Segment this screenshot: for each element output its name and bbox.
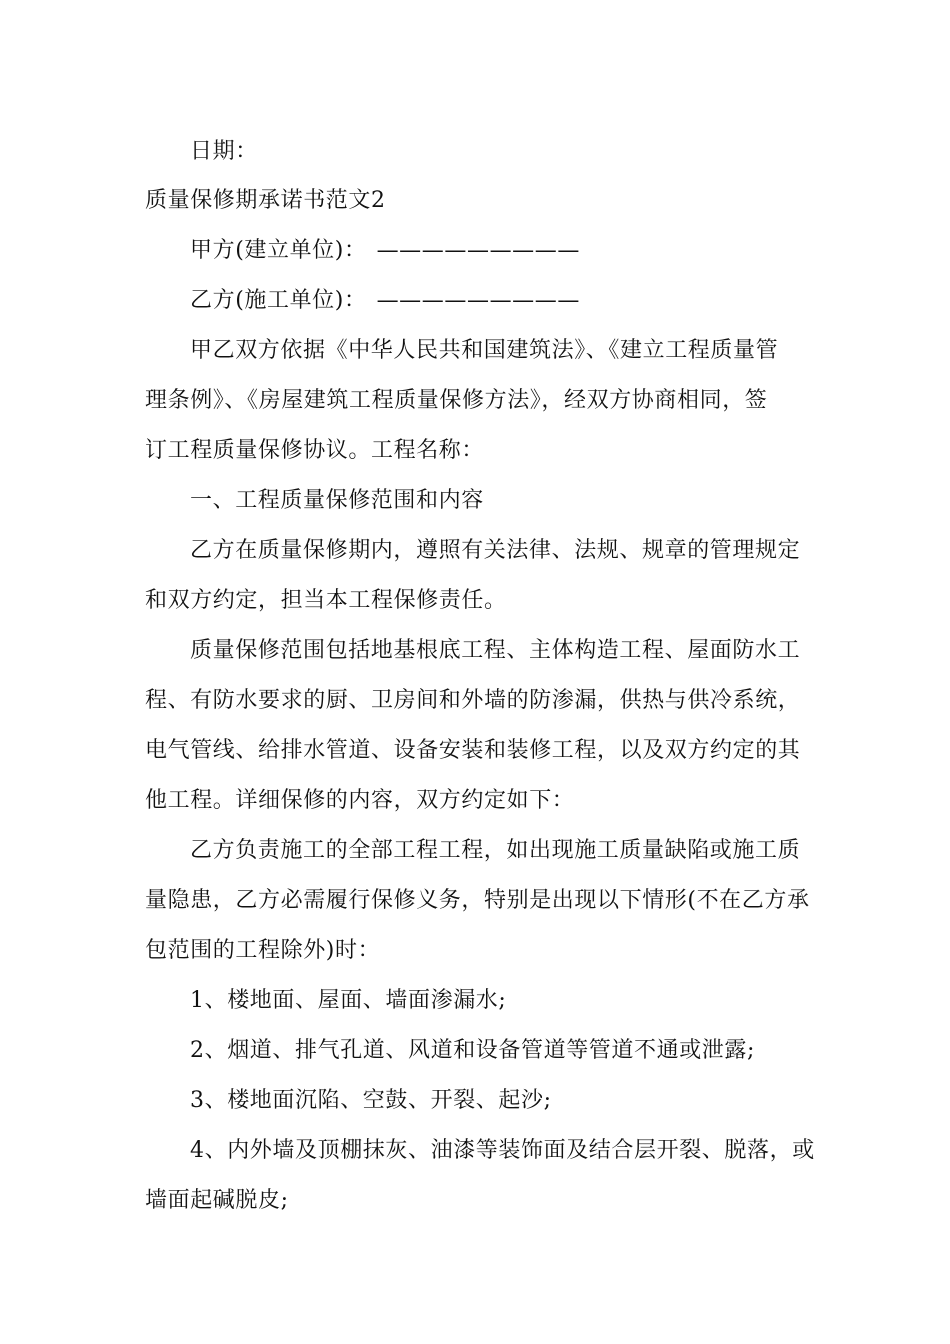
obligation-line: 乙方负责施工的全部工程工程，如出现施工质量缺陷或施工质	[190, 838, 801, 863]
scope-line: 电气管线、给排水管道、设备安装和装修工程，以及双方约定的其	[145, 738, 801, 763]
list-item: 4、内外墙及顶棚抹灰、油漆等装饰面及结合层开裂、脱落，或	[190, 1138, 815, 1163]
scope-line: 质量保修范围包括地基根底工程、主体构造工程、屋面防水工	[190, 638, 801, 663]
responsibility-line: 乙方在质量保修期内，遵照有关法律、法规、规章的管理规定	[190, 538, 801, 563]
scope-line: 他工程。详细保修的内容，双方约定如下：	[145, 788, 575, 813]
date-label: 日期：	[190, 139, 258, 164]
responsibility-line: 和双方约定，担当本工程保修责任。	[145, 588, 507, 613]
obligation-line: 量隐患，乙方必需履行保修义务，特别是出现以下情形(不在乙方承	[145, 888, 810, 913]
intro-line: 甲乙双方依据《中华人民共和国建筑法》、《建立工程质量管	[190, 338, 779, 363]
document-title: 质量保修期承诺书范文2	[145, 188, 386, 213]
party-b-label: 乙方(施工单位)：	[190, 288, 367, 313]
list-item: 1、楼地面、屋面、墙面渗漏水;	[190, 988, 507, 1013]
list-item: 3、楼地面沉陷、空鼓、开裂、起沙;	[190, 1088, 552, 1113]
intro-line: 理条例》、《房屋建筑工程质量保修方法》，经双方协商相同，签	[145, 388, 768, 413]
section-heading: 一、工程质量保修范围和内容	[190, 488, 484, 513]
party-b-blank: —————————	[376, 288, 580, 313]
list-item-continuation: 墙面起碱脱皮;	[145, 1188, 289, 1213]
party-a-blank: —————————	[376, 238, 580, 263]
obligation-line: 包范围的工程除外)时：	[145, 938, 381, 963]
party-a-label: 甲方(建立单位)：	[190, 238, 367, 263]
party-a-line	[190, 236, 580, 266]
scope-line: 程、有防水要求的厨、卫房间和外墙的防渗漏，供热与供冷系统，	[145, 688, 801, 713]
list-item: 2、烟道、排气孔道、风道和设备管道等管道不通或泄露;	[190, 1038, 756, 1063]
intro-line: 订工程质量保修协议。工程名称：	[145, 438, 485, 463]
party-b-line	[190, 286, 580, 316]
